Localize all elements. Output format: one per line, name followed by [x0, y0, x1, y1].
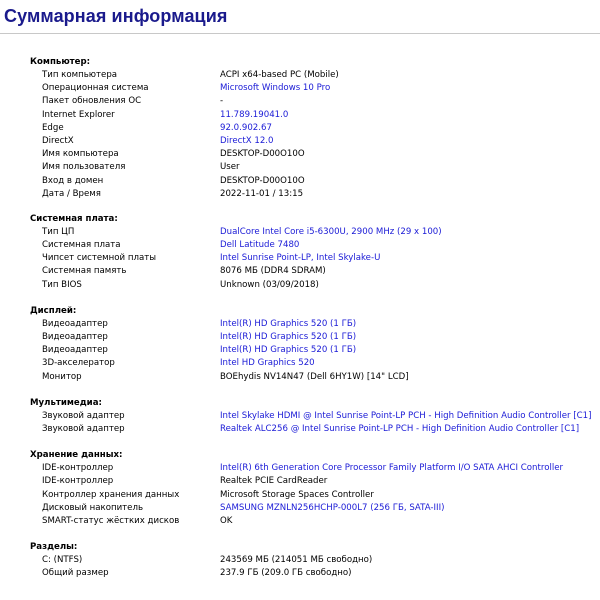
info-label: Чипсет системной платы	[42, 253, 157, 264]
info-row	[0, 148, 600, 161]
info-label: Имя пользователя	[42, 162, 126, 173]
info-label: Звуковой адаптер	[42, 423, 125, 434]
info-label: Видеоадаптер	[42, 318, 108, 329]
info-value-link[interactable]: 92.0.902.67	[220, 122, 272, 133]
info-row	[0, 567, 600, 580]
info-label: 3D-акселератор	[42, 358, 115, 369]
section	[0, 305, 600, 384]
info-row	[0, 82, 600, 95]
info-row	[0, 122, 600, 135]
info-row	[0, 188, 600, 201]
section-title: Мультимедиа:	[30, 397, 102, 408]
info-row	[0, 175, 600, 188]
info-value-link[interactable]: 11.789.19041.0	[220, 109, 289, 120]
summary-sections	[0, 56, 600, 593]
section-title: Дисплей:	[30, 305, 77, 316]
info-label: C: (NTFS)	[42, 555, 83, 566]
info-value-link[interactable]: Intel(R) HD Graphics 520 (1 ГБ)	[220, 345, 357, 356]
info-value: OK	[220, 515, 233, 526]
info-label: Тип компьютера	[42, 70, 118, 80]
info-label: Тип BIOS	[42, 279, 82, 290]
info-label: Общий размер	[42, 568, 109, 579]
info-value-link[interactable]: Intel HD Graphics 520	[220, 358, 315, 369]
info-label: Edge	[42, 122, 64, 133]
info-value: Unknown (03/09/2018)	[220, 279, 319, 290]
info-value-link[interactable]: Intel Skylake HDMI @ Intel Sunrise Point-LP PCH - High Definition Audio Controller [C1]	[220, 410, 592, 421]
info-row	[0, 318, 600, 331]
info-row	[0, 423, 600, 436]
info-label: IDE-контроллер	[42, 476, 114, 487]
info-label: DirectX	[42, 135, 74, 146]
info-row	[0, 226, 600, 239]
info-label: Системная плата	[42, 240, 121, 251]
section	[0, 56, 600, 201]
info-label: Видеоадаптер	[42, 332, 108, 342]
section-title: Хранение данных:	[30, 450, 123, 461]
section-title: Компьютер:	[30, 57, 91, 67]
info-row	[0, 554, 600, 567]
info-value: 8076 МБ (DDR4 SDRAM)	[220, 266, 326, 277]
info-value-link[interactable]: DualCore Intel Core i5-6300U, 2900 MHz (29 x 100)	[220, 226, 442, 237]
info-row	[0, 357, 600, 370]
section-title: Разделы:	[30, 542, 78, 553]
info-row	[0, 252, 600, 265]
info-label: Вход в домен	[42, 175, 104, 186]
info-label: Контроллер хранения данных	[42, 489, 180, 500]
title-divider	[0, 33, 600, 34]
info-row	[0, 95, 600, 108]
info-value: 237.9 ГБ (209.0 ГБ свободно)	[220, 568, 352, 579]
info-label: Видеоадаптер	[42, 345, 108, 356]
info-row	[0, 410, 600, 423]
info-value-link[interactable]: Microsoft Windows 10 Pro	[220, 83, 331, 94]
info-label: Тип ЦП	[42, 226, 75, 237]
info-value-link[interactable]: Realtek ALC256 @ Intel Sunrise Point-LP PCH - High Definition Audio Controller [C1]	[220, 423, 580, 434]
info-value: Realtek PCIE CardReader	[220, 476, 328, 487]
info-value-link[interactable]: Intel(R) HD Graphics 520 (1 ГБ)	[220, 318, 357, 329]
info-row	[0, 265, 600, 278]
section-title: Системная плата:	[30, 213, 118, 224]
info-label: Internet Explorer	[42, 109, 115, 120]
info-value: User	[220, 162, 240, 173]
info-row	[0, 475, 600, 488]
info-label: Монитор	[42, 371, 82, 382]
info-value: ACPI x64-based PC (Mobile)	[220, 70, 339, 80]
info-label: IDE-контроллер	[42, 463, 114, 474]
info-label: Дисковый накопитель	[42, 502, 144, 513]
info-row	[0, 371, 600, 384]
section	[0, 397, 600, 436]
info-value: DESKTOP-D00O10O	[220, 175, 305, 186]
info-row	[0, 331, 600, 344]
info-value-link[interactable]: DirectX 12.0	[220, 135, 274, 146]
info-row	[0, 109, 600, 122]
info-value-link[interactable]: SAMSUNG MZNLN256HCHP-000L7 (256 ГБ, SATA-III)	[220, 502, 445, 513]
info-row	[0, 161, 600, 174]
info-value: BOEhydis NV14N47 (Dell 6HY1W) [14" LCD]	[220, 371, 409, 382]
info-row	[0, 462, 600, 475]
info-label: Звуковой адаптер	[42, 410, 125, 421]
info-label: Имя компьютера	[42, 149, 119, 160]
info-label: Дата / Время	[42, 188, 101, 199]
info-row	[0, 239, 600, 252]
info-label: Операционная система	[42, 83, 149, 94]
info-value: DESKTOP-D00O10O	[220, 149, 305, 160]
info-value: Microsoft Storage Spaces Controller	[220, 489, 374, 500]
info-row	[0, 135, 600, 148]
page-title: Суммарная информация	[4, 6, 228, 26]
info-label: Пакет обновления ОС	[42, 96, 142, 107]
info-value-link[interactable]: Dell Latitude 7480	[220, 240, 300, 251]
info-value-link[interactable]: Intel(R) 6th Generation Core Processor Family Platform I/O SATA AHCI Controller	[220, 463, 564, 474]
section	[0, 541, 600, 580]
info-row	[0, 515, 600, 528]
info-value-link[interactable]: Intel(R) HD Graphics 520 (1 ГБ)	[220, 332, 357, 342]
info-value: 243569 МБ (214051 МБ свободно)	[220, 555, 373, 566]
info-value: 2022-11-01 / 13:15	[220, 188, 304, 199]
info-value-link[interactable]: Intel Sunrise Point-LP, Intel Skylake-U	[220, 253, 381, 264]
section	[0, 449, 600, 528]
info-label: Системная память	[42, 266, 127, 277]
section	[0, 213, 600, 292]
info-row	[0, 344, 600, 357]
info-label: SMART-статус жёстких дисков	[42, 515, 180, 526]
info-value: -	[220, 96, 224, 107]
info-row	[0, 69, 600, 82]
info-row	[0, 489, 600, 502]
info-row	[0, 279, 600, 292]
info-row	[0, 502, 600, 515]
